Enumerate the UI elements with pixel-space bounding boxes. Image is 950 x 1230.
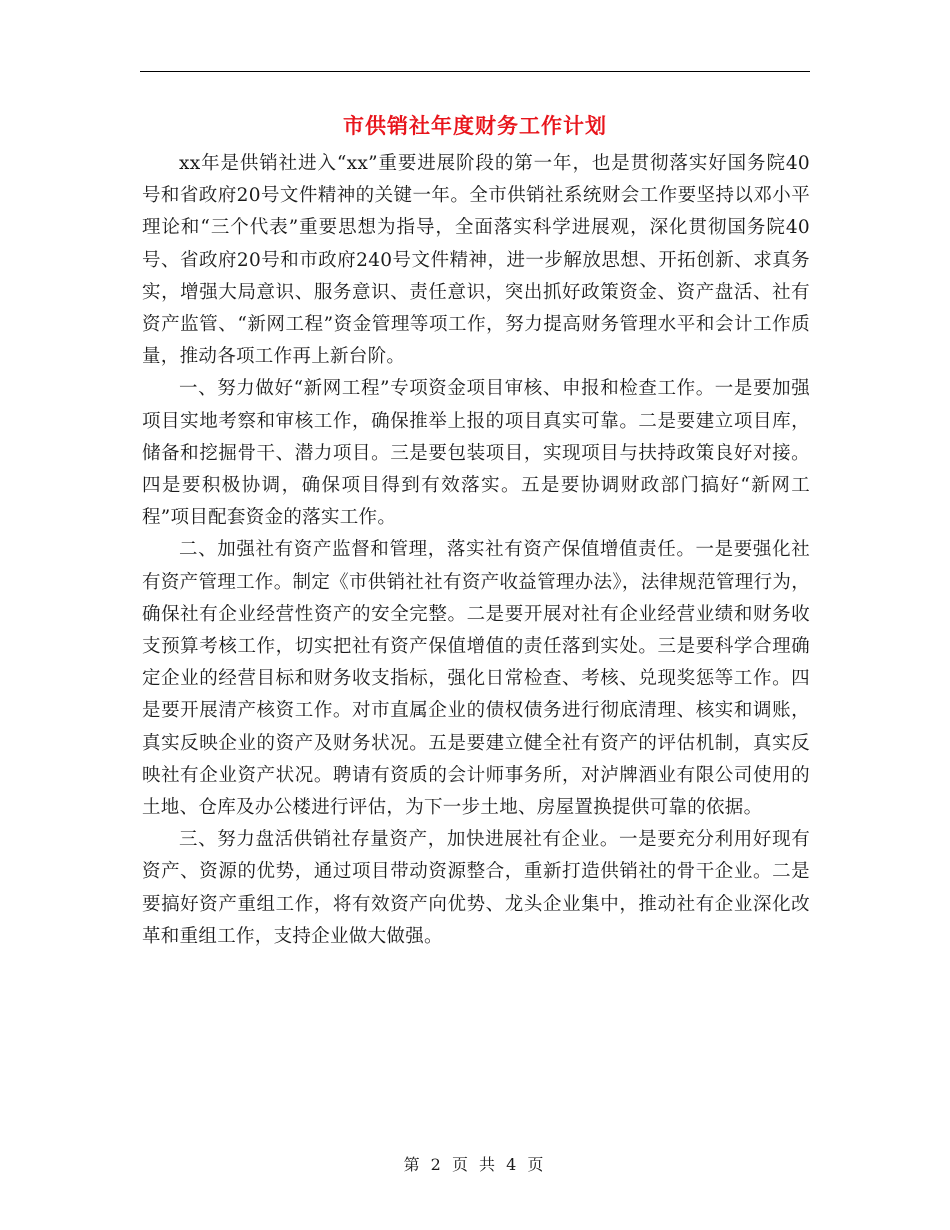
paragraph-section-2: 二、加强社有资产监督和管理，落实社有资产保值增值责任。一是要强化社有资产管理工作。制定《市供销社社有资产收益管理办法》，法律规范管理行为，确保社有企业经营性资产的安全完整。二是要开展对社有企业经营业绩和财务收支预算考核工作，切实把社有资产保值增值的责任落到实处。三是要科学合理确定企业的经营目标和财务收支指标，强化日常检查、考核、兑现奖惩等工作。四是要开展清产核资工作。对市直属企业的债权债务进行彻底清理、核实和调账，真实反映企业的资产及财务状况。五是要建立健全社有资产的评估机制，真实反映社有企业资产状况。聘请有资质的会计师事务所，对泸牌酒业有限公司使用的土地、仓库及办公楼进行评估，为下一步土地、房屋置换提供可靠的依据。 <box>142 539 810 819</box>
page-number: 第 2 页 共 4 页 <box>403 1155 547 1174</box>
paragraph-section-1: 一、努力做好“新网工程”专项资金项目审核、申报和检查工作。一是要加强项目实地考察和审核工作，确保推举上报的项目真实可靠。二是要建立项目库，储备和挖掘骨干、潜力项目。三是要包装项目，实现项目与扶持政策良好对接。四是要积极协调，确保项目得到有效落实。五是要协调财政部门搞好“新网工程”项目配套资金的落实工作。 <box>142 378 810 529</box>
header-rule <box>140 71 810 72</box>
paragraph-intro: xx年是供销社进入“xx”重要进展阶段的第一年，也是贯彻落实好国务院40号和省政府20号文件精神的关键一年。全市供销社系统财会工作要坚持以邓小平理论和“三个代表”重要思想为指导，全面落实科学进展观，深化贯彻国务院40号、省政府20号和市政府240号文件精神，进一步解放思想、开拓创新、求真务实，增强大局意识、服务意识、责任意识，突出抓好政策资金、资产盘活、社有资产监管、“新网工程”资金管理等项工作，努力提高财务管理水平和会计工作质量，推动各项工作再上新台阶。 <box>142 153 810 368</box>
paragraph-section-3: 三、努力盘活供销社存量资产，加快进展社有企业。一是要充分利用好现有资产、资源的优势，通过项目带动资源整合，重新打造供销社的骨干企业。二是要搞好资产重组工作，将有效资产向优势、龙头企业集中，推动社有企业深化改革和重组工作，支持企业做大做强。 <box>142 829 810 947</box>
document-title: 市供销社年度财务工作计划 <box>343 113 607 138</box>
document-body <box>142 148 810 953</box>
